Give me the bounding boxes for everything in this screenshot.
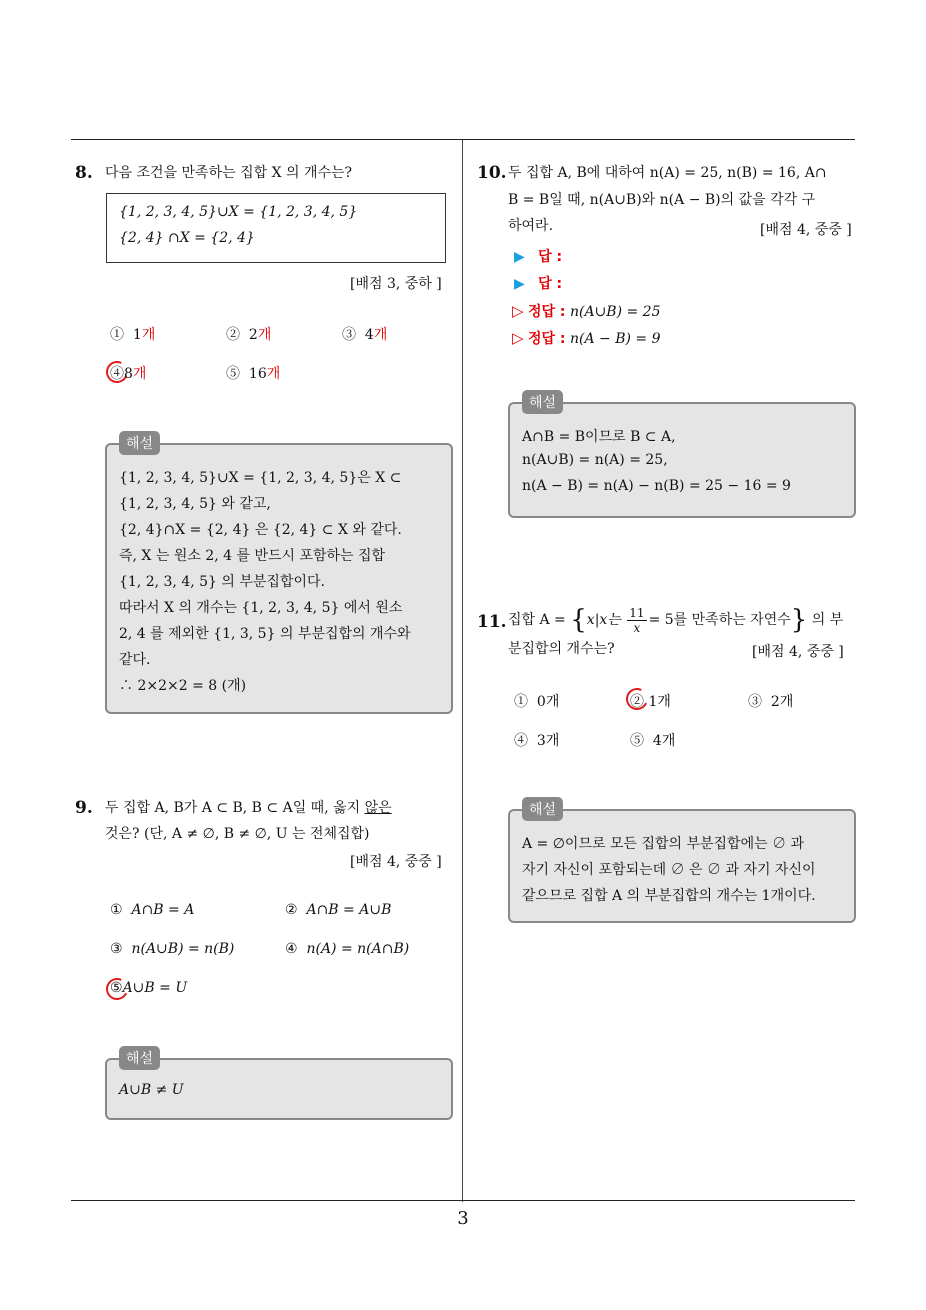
answer-blank-2[interactable]: ▶ 답 : — [514, 276, 563, 292]
solution-tag: 해설 — [522, 390, 563, 414]
condition-line: {2, 4} ∩X = {2, 4} — [119, 230, 255, 246]
triangle-outline-icon: ▷ — [512, 302, 524, 320]
page-number: 3 — [457, 1208, 469, 1229]
question-text: 하여라. — [508, 218, 554, 234]
choice-4[interactable]: ④8개 — [110, 366, 147, 382]
solution-line: A∪B ≠ U — [119, 1082, 184, 1098]
solution-line: 즉, X 는 원소 2, 4 를 반드시 포함하는 집합 — [119, 548, 386, 564]
correct-answer-1: ▷ 정답 : n(A∪B) = 25 — [512, 302, 661, 320]
solution-tag: 해설 — [119, 431, 160, 455]
choice-2[interactable]: ② 1개 — [630, 694, 671, 710]
choice-3[interactable]: ③ n(A∪B) = n(B) — [110, 941, 235, 957]
column-divider — [462, 140, 463, 1202]
score-label: [배점 4, 중중 ] — [760, 222, 852, 238]
solution-line: {1, 2, 3, 4, 5} 의 부분집합이다. — [119, 574, 325, 590]
triangle-outline-icon: ▷ — [512, 329, 524, 347]
solution-line: {1, 2, 3, 4, 5} 와 같고, — [119, 496, 271, 512]
question-number: 8. — [75, 163, 93, 183]
question-text: 분집합의 개수는? — [508, 641, 615, 657]
solution-line: A = ∅이므로 모든 집합의 부분집합에는 ∅ 과 — [522, 836, 805, 852]
top-rule — [71, 139, 855, 140]
question-number: 11. — [477, 612, 507, 632]
solution-line: {1, 2, 3, 4, 5}∪X = {1, 2, 3, 4, 5}은 X ⊂ — [119, 470, 402, 486]
answer-blank-1[interactable]: ▶ 답 : — [514, 249, 563, 265]
question-text: B = B일 때, n(A∪B)와 n(A − B)의 값을 각각 구 — [508, 192, 816, 208]
solution-line: 같다. — [119, 652, 151, 668]
solution-line: ∴ 2×2×2 = 8 (개) — [119, 678, 247, 694]
choice-2[interactable]: ② A∩B = A∪B — [285, 902, 392, 918]
question-number: 10. — [477, 163, 507, 183]
choice-2[interactable]: ② 2개 — [226, 327, 272, 343]
triangle-icon: ▶ — [514, 249, 525, 265]
choice-1[interactable]: ① A∩B = A — [110, 902, 195, 918]
question-text: 다음 조건을 만족하는 집합 X 의 개수는? — [105, 165, 353, 181]
bottom-rule — [71, 1200, 855, 1201]
solution-box — [508, 402, 856, 518]
question-text: 두 집합 A, B가 A ⊂ B, B ⊂ A일 때, 옳지 않은 — [105, 800, 392, 816]
solution-line: 자기 자신이 포함되는데 ∅ 은 ∅ 과 자기 자신이 — [522, 862, 816, 878]
solution-line: 같으므로 집합 A 의 부분집합의 개수는 1개이다. — [522, 888, 816, 904]
choice-5[interactable]: ⑤ 4개 — [630, 733, 676, 749]
solution-line: n(A − B) = n(A) − n(B) = 25 − 16 = 9 — [522, 478, 791, 494]
choice-3[interactable]: ③ 2개 — [748, 694, 794, 710]
solution-line: {2, 4}∩X = {2, 4} 은 {2, 4} ⊂ X 와 같다. — [119, 522, 402, 538]
question-text: 것은? (단, A ≠ ∅, B ≠ ∅, U 는 전체집합) — [105, 826, 370, 842]
solution-box — [105, 443, 453, 714]
score-label: [배점 4, 중중 ] — [752, 644, 844, 660]
question-text: 두 집합 A, B에 대하여 n(A) = 25, n(B) = 16, A∩ — [508, 165, 827, 181]
solution-line: A∩B = B이므로 B ⊂ A, — [522, 429, 676, 445]
correct-answer-2: ▷ 정답 : n(A − B) = 9 — [512, 329, 661, 347]
choice-5[interactable]: ⑤A∪B = U — [110, 980, 188, 996]
choice-4[interactable]: ④ n(A) = n(A∩B) — [285, 941, 410, 957]
triangle-icon: ▶ — [514, 276, 525, 292]
solution-line: n(A∪B) = n(A) = 25, — [522, 452, 668, 468]
condition-line: {1, 2, 3, 4, 5}∪X = {1, 2, 3, 4, 5} — [119, 204, 358, 220]
choice-4[interactable]: ④ 3개 — [514, 733, 560, 749]
condition-box — [106, 193, 446, 263]
choice-5[interactable]: ⑤ 16개 — [226, 366, 281, 382]
choice-3[interactable]: ③ 4개 — [342, 327, 388, 343]
fraction: $\frac{11}{x}$ — [629, 605, 645, 635]
solution-line: 2, 4 를 제외한 {1, 3, 5} 의 부분집합의 개수와 — [119, 626, 411, 642]
score-label: [배점 3, 중하 ] — [350, 276, 442, 292]
choice-1[interactable]: ① 1개 — [110, 327, 156, 343]
question-number: 9. — [75, 798, 93, 818]
question-text: 집합 A = {x|x는 $\frac{11}{x}$ = 5를 만족하는 자연수} 의 부 — [508, 605, 844, 635]
score-label: [배점 4, 중중 ] — [350, 854, 442, 870]
choice-1[interactable]: ① 0개 — [514, 694, 560, 710]
left-brace: { — [570, 605, 587, 635]
solution-tag: 해설 — [119, 1046, 160, 1070]
right-brace: } — [790, 605, 808, 635]
solution-tag: 해설 — [522, 797, 563, 821]
solution-line: 따라서 X 의 개수는 {1, 2, 3, 4, 5} 에서 원소 — [119, 600, 403, 616]
solution-box — [508, 809, 856, 923]
